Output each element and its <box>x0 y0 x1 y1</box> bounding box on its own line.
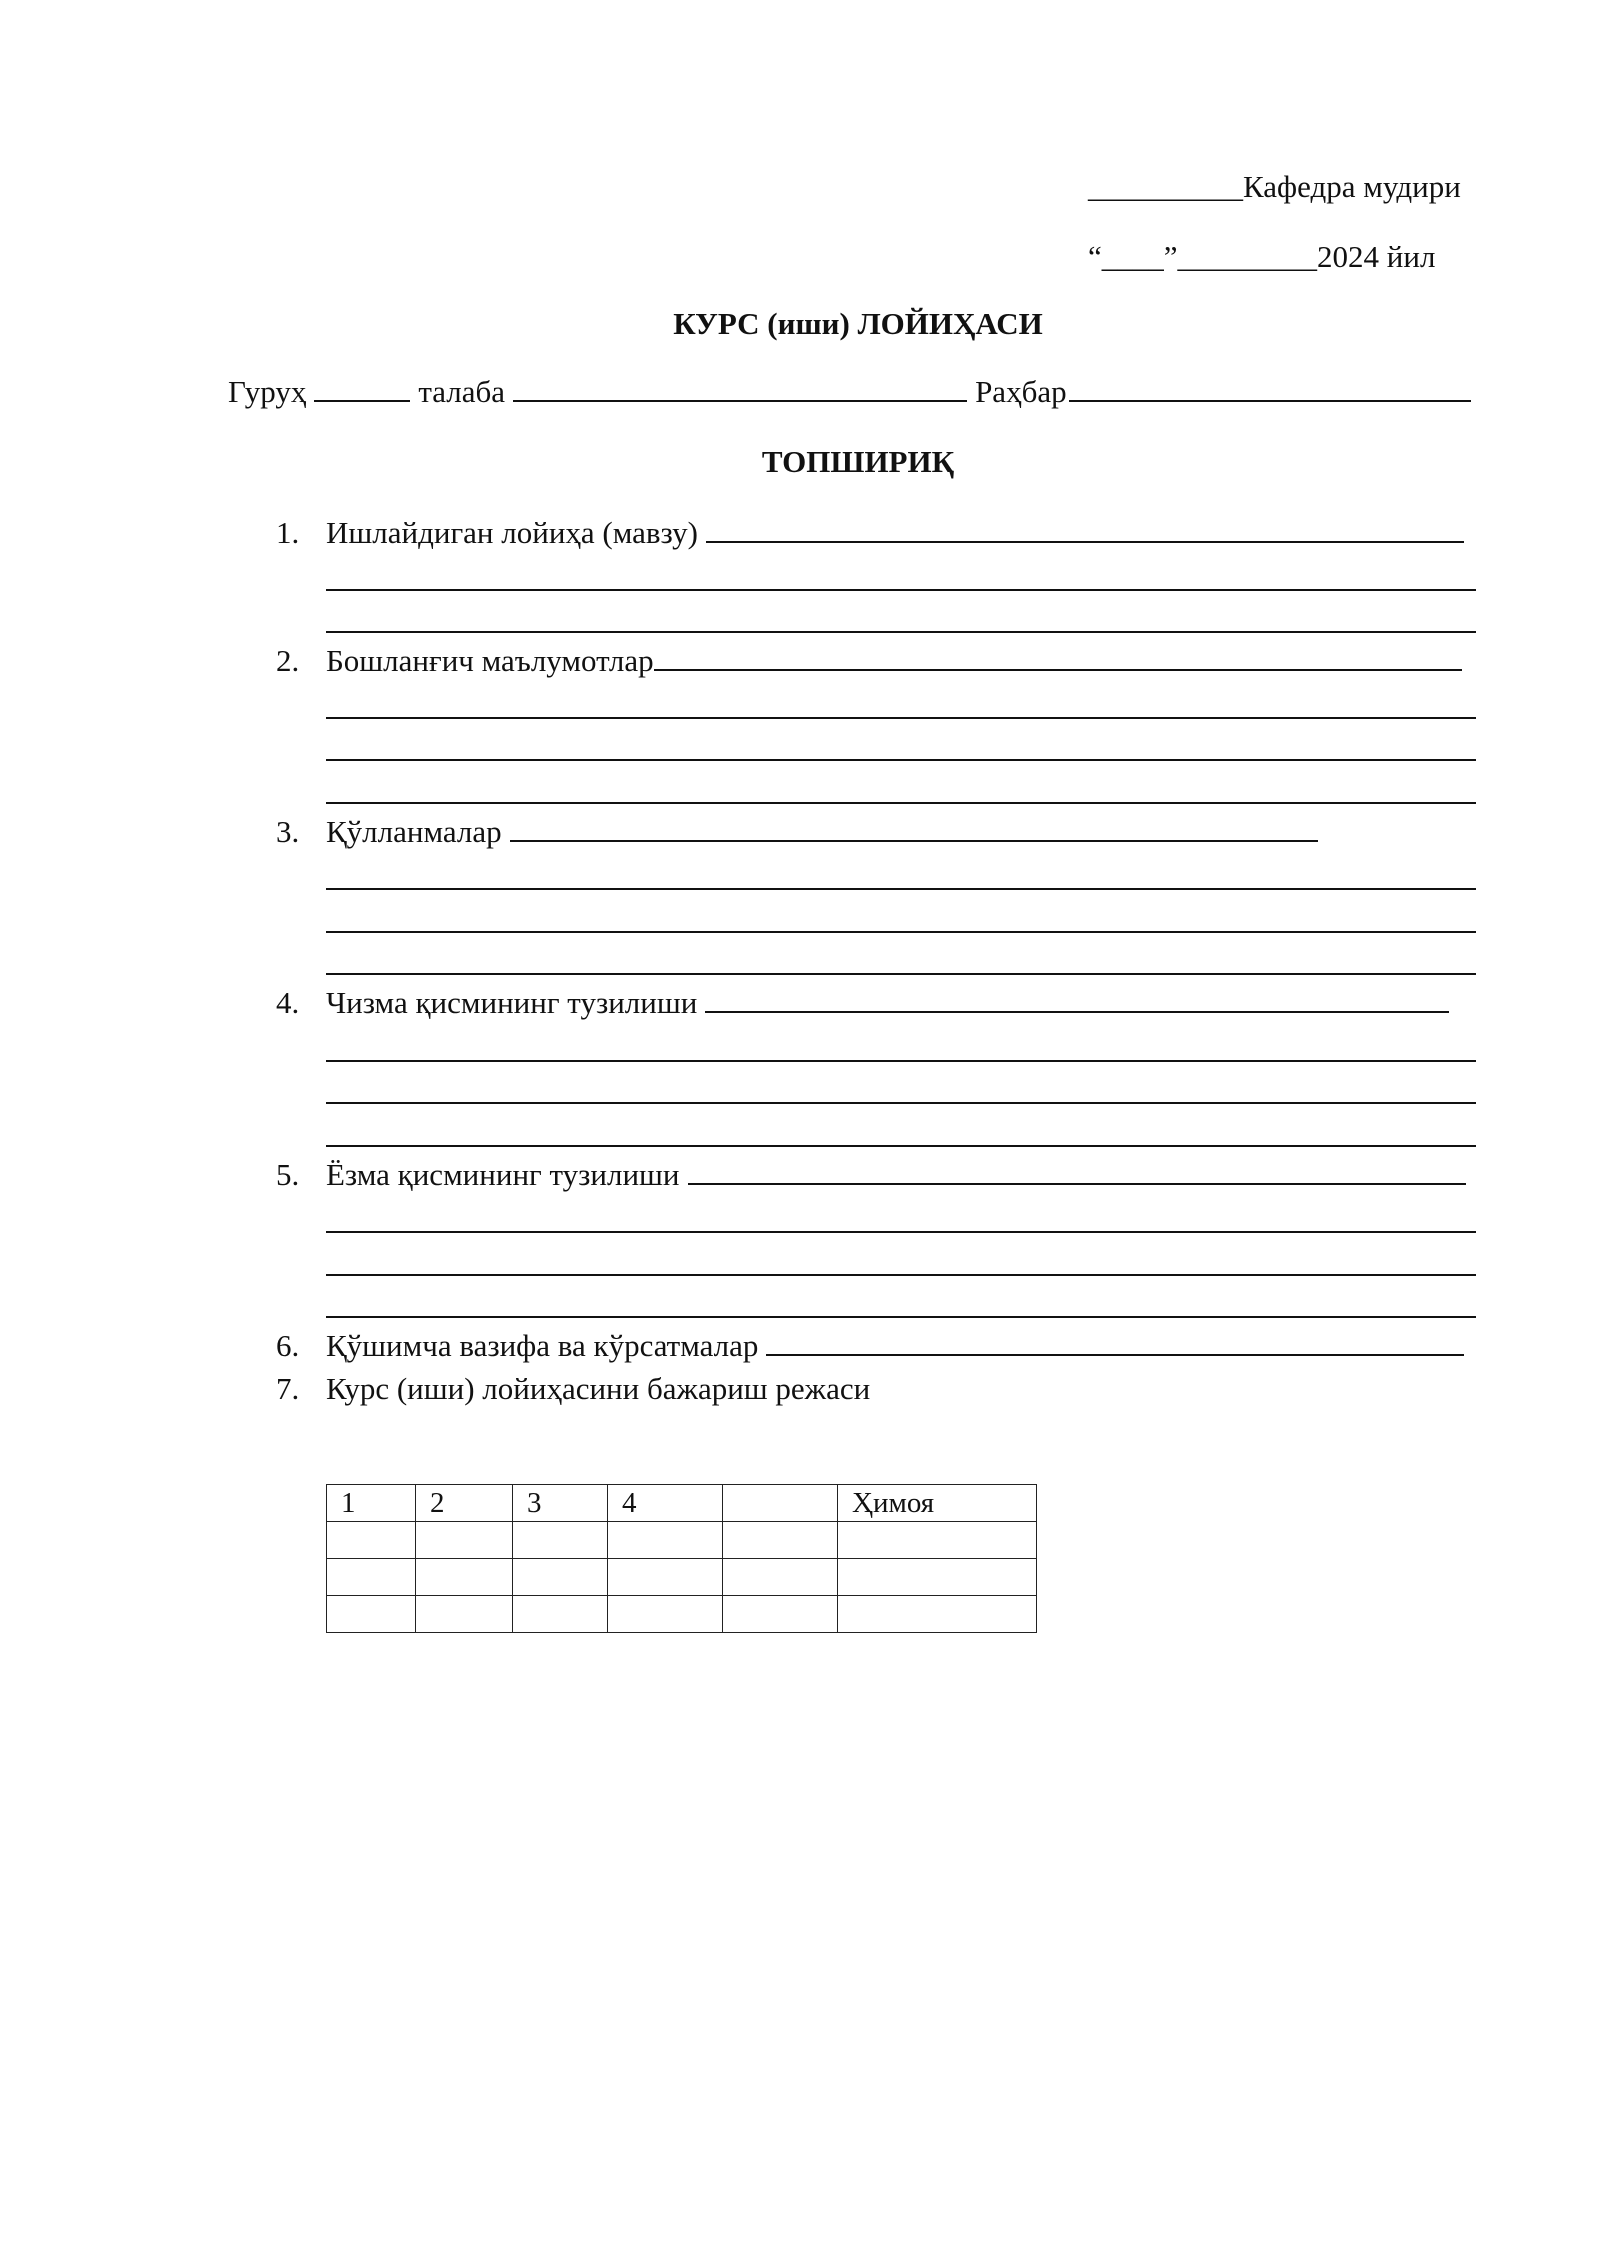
item-number: 1. <box>276 515 300 550</box>
item-6-blank <box>766 1328 1464 1356</box>
table-cell <box>838 1596 1037 1633</box>
item-4-blank <box>705 985 1449 1013</box>
blank-line <box>326 589 1476 591</box>
item-number: 6. <box>276 1328 300 1363</box>
item-label: Чизма қисмининг тузилиши <box>326 985 698 1020</box>
item-4-line <box>326 982 1449 1024</box>
table-header-cell: 1 <box>327 1485 416 1522</box>
table-cell <box>608 1596 723 1633</box>
plan-table <box>326 1484 1037 1633</box>
item-5-line <box>326 1154 1466 1196</box>
document-title: КУРС (иши) ЛОЙИҲАСИ <box>673 306 1043 341</box>
item-5-blank <box>688 1157 1466 1185</box>
department-head-label: Кафедра мудири <box>1243 169 1461 204</box>
blank-line <box>326 1231 1476 1233</box>
student-label: талаба <box>418 374 506 409</box>
table-cell <box>327 1559 416 1596</box>
item-label: Бошланғич маълумотлар <box>326 643 654 678</box>
item-7-line <box>326 1368 870 1410</box>
item-2-blank <box>654 643 1462 671</box>
item-3-line <box>326 811 1318 853</box>
table-header-cell: 2 <box>416 1485 513 1522</box>
item-1-blank <box>706 515 1464 543</box>
item-number: 5. <box>276 1157 300 1192</box>
group-label: Гуруҳ <box>228 374 307 409</box>
blank-line <box>326 631 1476 633</box>
table-cell <box>838 1522 1037 1559</box>
item-number: 4. <box>276 985 300 1020</box>
supervisor-label: Раҳбар <box>975 374 1067 409</box>
table-cell <box>416 1559 513 1596</box>
blank-line <box>326 973 1476 975</box>
item-label: Ёзма қисмининг тузилиши <box>326 1157 680 1192</box>
item-6-line <box>326 1325 1464 1367</box>
blank-line <box>326 1145 1476 1147</box>
table-header-cell: 4 <box>608 1485 723 1522</box>
table-header-cell: 3 <box>513 1485 608 1522</box>
table-cell <box>327 1596 416 1633</box>
item-3-blank <box>510 814 1318 842</box>
table-row <box>327 1596 1037 1633</box>
item-number: 7. <box>276 1371 300 1406</box>
table-row <box>327 1559 1037 1596</box>
item-label: Қўлланмалар <box>326 814 502 849</box>
blank-line <box>326 888 1476 890</box>
table-header-cell <box>723 1485 838 1522</box>
table-cell <box>513 1596 608 1633</box>
table-cell <box>416 1522 513 1559</box>
table-cell <box>327 1522 416 1559</box>
blank-line <box>326 759 1476 761</box>
table-cell <box>723 1596 838 1633</box>
blank-line <box>326 1274 1476 1276</box>
signature-blank: __________ <box>1088 169 1243 204</box>
task-title: ТОПШИРИҚ <box>761 444 955 479</box>
item-label: Қўшимча вазифа ва кўрсатмалар <box>326 1328 759 1363</box>
item-number: 3. <box>276 814 300 849</box>
table-cell <box>838 1559 1037 1596</box>
table-cell <box>723 1559 838 1596</box>
table-row <box>327 1522 1037 1559</box>
blank-line <box>326 802 1476 804</box>
blank-line <box>326 1316 1476 1318</box>
item-label: Ишлайдиган лойиҳа (мавзу) <box>326 515 698 550</box>
table-cell <box>513 1559 608 1596</box>
table-cell <box>513 1522 608 1559</box>
table-cell <box>416 1596 513 1633</box>
approval-date: “____”_________2024 йил <box>1088 239 1436 274</box>
item-label: Курс (иши) лойиҳасини бажариш режаси <box>326 1371 871 1406</box>
table-header-row <box>327 1485 1037 1522</box>
blank-line <box>326 1102 1476 1104</box>
item-2-line <box>326 640 1462 682</box>
item-1-line <box>326 512 1464 554</box>
table-header-cell: Ҳимоя <box>838 1485 1037 1522</box>
table-cell <box>608 1559 723 1596</box>
table-cell <box>608 1522 723 1559</box>
blank-line <box>326 717 1476 719</box>
blank-line <box>326 931 1476 933</box>
item-number: 2. <box>276 643 300 678</box>
blank-line <box>326 1060 1476 1062</box>
table-cell <box>723 1522 838 1559</box>
